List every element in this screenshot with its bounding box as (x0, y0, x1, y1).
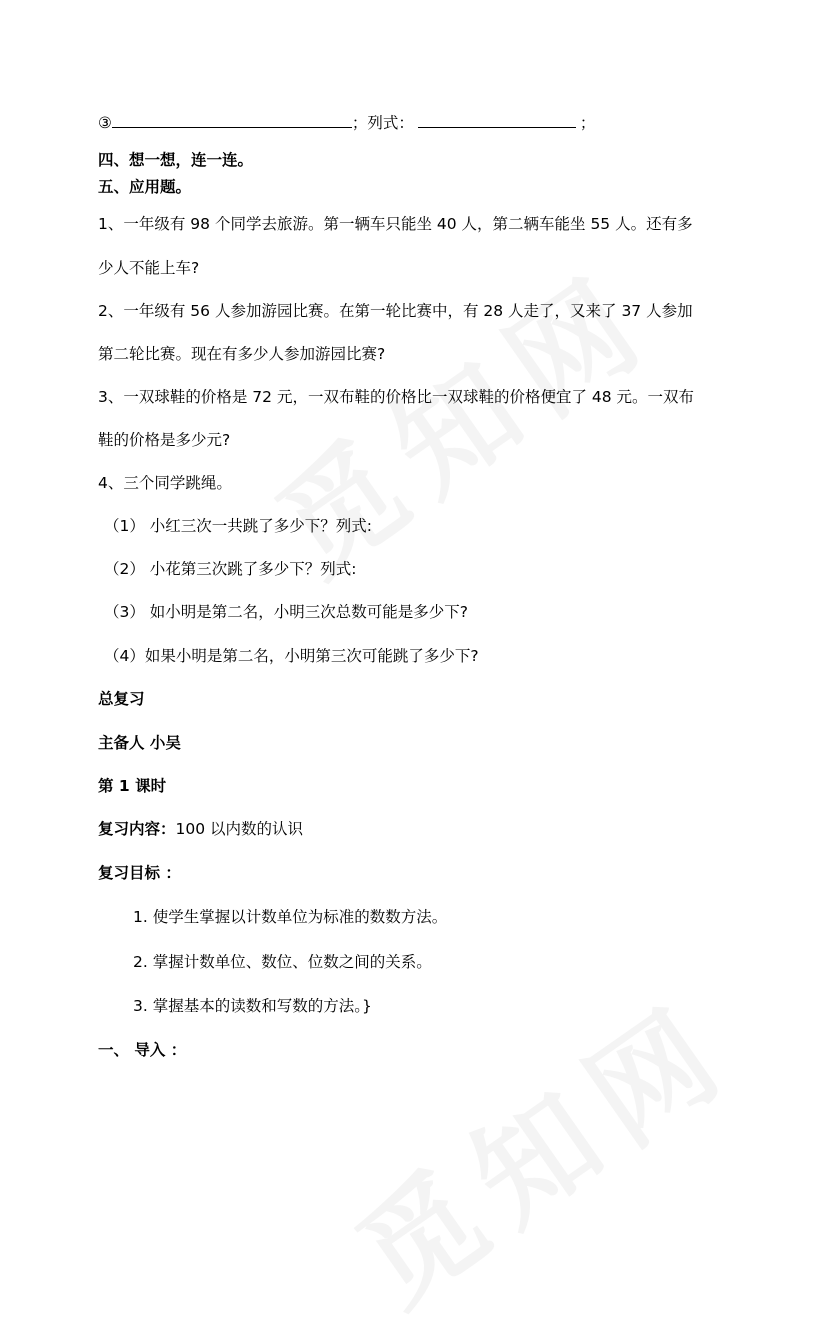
watermark (239, 225, 682, 607)
question-3-line-1: 3、一双球鞋的价格是 72 元，一双布鞋的价格比一双球鞋的价格便宜了 48 元。一双布 (98, 388, 695, 406)
author-line: 主备人 小吴 (98, 734, 181, 752)
goal-1: 1. 使学生掌握以计数单位为标准的数数方法。 (133, 908, 448, 926)
formula-blank[interactable] (418, 110, 576, 128)
question-4-part-1: （1） 小红三次一共跳了多少下？列式: (104, 517, 373, 535)
answer-blank[interactable] (112, 110, 352, 128)
goal-3: 3. 掌握基本的读数和写数的方法。} (133, 997, 372, 1015)
section-4-heading: 四、想一想，连一连。 (98, 151, 254, 169)
review-heading: 总复习 (98, 690, 145, 708)
review-goals-heading: 复习目标 ： (98, 864, 181, 882)
section-5-heading: 五、应用题。 (98, 178, 192, 196)
question-4-part-3: （3） 如小明是第二名，小明三次总数可能是多少下? (104, 603, 469, 621)
question-2-line-2: 第二轮比赛。现在有多少人参加游园比赛? (98, 345, 386, 363)
review-content (98, 818, 303, 840)
question-4: 4、三个同学跳绳。 (98, 474, 232, 492)
lesson-number: 第 1 课时 (98, 777, 167, 795)
review-content-label: 复习内容： (98, 820, 176, 838)
question-4-part-2: （2） 小花第三次跳了多少下？列式: (104, 560, 357, 578)
line-end: ； (579, 114, 596, 132)
review-content-value: 100 以内数的认识 (175, 820, 304, 838)
goal-2: 2. 掌握计数单位、数位、位数之间的关系。 (133, 953, 432, 971)
formula-label: ；列式： (351, 114, 414, 132)
circled-number: ③ (98, 114, 112, 132)
intro-heading: 一、 导入 ： (98, 1041, 187, 1059)
question-4-part-4: （4）如果小明是第二名，小明第三次可能跳了多少下? (104, 647, 479, 665)
fill-in-line-3 (98, 110, 595, 134)
question-1-line-2: 少人不能上车? (98, 259, 200, 277)
question-3-line-2: 鞋的价格是多少元? (98, 431, 231, 449)
watermark-bottom (319, 955, 762, 1337)
question-1-line-1: 1、一年级有 98 个同学去旅游。第一辆车只能坐 40 人，第二辆车能坐 55 人。还有多 (98, 215, 693, 233)
question-2-line-1: 2、一年级有 56 人参加游园比赛。在第一轮比赛中，有 28 人走了，又来了 37 人参加 (98, 302, 693, 320)
